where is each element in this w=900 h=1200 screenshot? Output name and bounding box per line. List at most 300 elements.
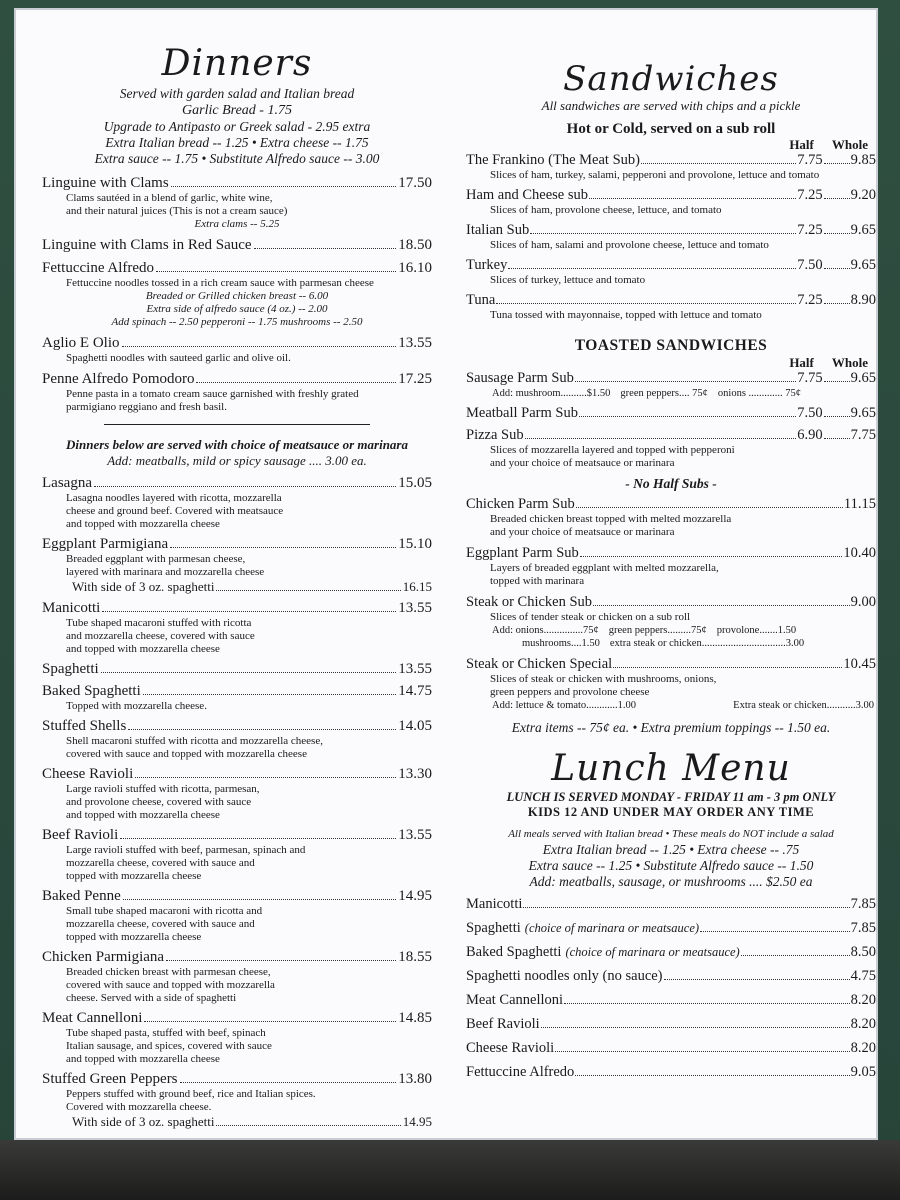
sandwich-desc: and your choice of meatsauce or marinara xyxy=(490,526,675,538)
item-row xyxy=(42,260,432,277)
dinners-section xyxy=(42,44,432,1135)
item-desc: and provolone cheese, covered with sauce xyxy=(66,796,252,808)
dinners-list-b xyxy=(42,475,432,1130)
item-row xyxy=(42,949,432,966)
intro-line: Extra Italian bread -- 1.25 • Extra cheese -- 1.75 xyxy=(105,135,369,150)
menu-item xyxy=(42,718,432,761)
sandwich-row xyxy=(466,427,876,444)
item-name: Stuffed Green Peppers xyxy=(42,1071,178,1087)
menu-item xyxy=(42,827,432,883)
lunch-item-price: 7.85 xyxy=(850,920,876,936)
intro-line: Garlic Bread - 1.75 xyxy=(182,103,292,118)
lunch-item-name: Spaghetti noodles only (no sauce) xyxy=(466,968,663,984)
full-only-list xyxy=(466,496,876,712)
item-price: 10.40 xyxy=(843,545,876,561)
item-name: With side of 3 oz. spaghetti xyxy=(72,1114,215,1129)
dot-leader xyxy=(94,486,396,487)
sandwich-row xyxy=(466,370,876,387)
item-desc: Tube shaped pasta, stuffed with beef, spinach xyxy=(66,1027,266,1039)
item-desc: Italian sausage, and spices, covered with sauce xyxy=(66,1040,272,1052)
item-row xyxy=(42,683,432,700)
lunch-item-price: 8.20 xyxy=(850,992,876,1008)
add-on: extra steak or chicken................................3.00 xyxy=(609,638,805,649)
sandwich-row xyxy=(466,222,876,239)
whole-price: 9.65 xyxy=(850,370,876,386)
menu-item xyxy=(42,766,432,822)
item-name: Linguine with Clams in Red Sauce xyxy=(42,237,252,253)
item-desc: Penne pasta in a tomato cream sauce garnished with freshly grated xyxy=(66,388,359,400)
dot-leader xyxy=(523,907,849,908)
half-price: 7.25 xyxy=(797,292,823,308)
item-row xyxy=(42,1010,432,1027)
add-on: Extra steak or chicken...........3.00 xyxy=(733,700,874,711)
item-row xyxy=(42,371,432,388)
dot-leader xyxy=(166,960,396,961)
item-price: 18.50 xyxy=(398,237,432,253)
add-on: Add: mushroom..........$1.50 xyxy=(492,388,611,399)
add-on: Add: lettuce & tomato............1.00 xyxy=(492,700,637,711)
dot-leader xyxy=(128,729,396,730)
lunch-item-name: Fettuccine Alfredo xyxy=(466,1064,575,1080)
item-price: 14.85 xyxy=(398,1010,432,1026)
menu-item xyxy=(42,949,432,1005)
lunch-item xyxy=(466,920,876,937)
lunch-kids: KIDS 12 AND UNDER MAY ORDER ANY TIME xyxy=(527,805,815,819)
item-price: 13.55 xyxy=(398,335,432,351)
dot-leader xyxy=(170,547,396,548)
sandwich-desc: Slices of steak or chicken with mushrooms, onions, xyxy=(490,673,717,685)
item-name: Steak or Chicken Sub xyxy=(466,594,593,610)
sandwiches-subtitle: All sandwiches are served with chips and a pickle xyxy=(541,98,801,113)
sandwich-row xyxy=(466,656,876,673)
lunch-note-1: All meals served with Italian bread • These meals do NOT include a salad xyxy=(508,828,834,840)
item-price: 14.05 xyxy=(398,718,432,734)
item-desc: Breaded eggplant with parmesan cheese, xyxy=(66,553,246,565)
dot-leader xyxy=(122,346,397,347)
item-desc: Topped with mozzarella cheese. xyxy=(66,700,207,712)
item-desc: and their natural juices (This is not a cream sauce) xyxy=(66,205,288,217)
lunch-note-3: Extra sauce -- 1.25 • Substitute Alfredo sauce -- 1.50 xyxy=(528,858,814,873)
add-on: mushrooms....1.50 xyxy=(522,638,600,649)
half-label-2: Half xyxy=(789,355,814,370)
sandwich-desc: Slices of ham, provolone cheese, lettuce, and tomato xyxy=(490,204,722,216)
menu-item xyxy=(42,1071,432,1130)
item-desc: and mozzarella cheese, covered with sauce xyxy=(66,630,255,642)
item-subrow xyxy=(42,1114,432,1130)
menu-item xyxy=(42,600,432,656)
dot-leader xyxy=(254,248,397,249)
choice-header: Dinners below are served with choice of meatsauce or marinara xyxy=(66,437,408,452)
dot-leader xyxy=(575,1075,849,1076)
lunch-item-price: 8.20 xyxy=(850,1016,876,1032)
dot-leader xyxy=(525,438,797,439)
dot-leader xyxy=(171,186,397,187)
sandwich-name: Pizza Sub xyxy=(466,427,524,443)
menu-item xyxy=(42,536,432,595)
item-desc: Lasagna noodles layered with ricotta, mozzarella xyxy=(66,492,282,504)
menu-item xyxy=(42,888,432,944)
item-desc: and topped with mozzarella cheese xyxy=(66,643,220,655)
dot-leader xyxy=(579,416,796,417)
item-name: Aglio E Olio xyxy=(42,335,120,351)
dot-leader xyxy=(741,955,850,956)
menu-item xyxy=(42,661,432,678)
lunch-item-name: Baked Spaghetti xyxy=(466,944,562,960)
lunch-item-note: (choice of marinara or meatsauce) xyxy=(524,921,700,935)
half-price: 7.50 xyxy=(797,405,823,421)
item-row xyxy=(42,600,432,617)
dot-leader xyxy=(143,694,397,695)
item-price: 16.15 xyxy=(402,579,432,594)
item-desc: and topped with mozzarella cheese xyxy=(66,809,220,821)
item-name: Manicotti xyxy=(42,600,101,616)
dot-leader xyxy=(156,271,396,272)
dot-leader xyxy=(593,605,850,606)
item-desc: Large ravioli stuffed with beef, parmesan, spinach and xyxy=(66,844,306,856)
dot-leader xyxy=(135,777,396,778)
item-price: 14.75 xyxy=(398,683,432,699)
item-desc: mozzarella cheese, covered with sauce and xyxy=(66,857,255,869)
intro-line: Upgrade to Antipasto or Greek salad - 2.95 extra xyxy=(103,119,371,134)
whole-price: 9.65 xyxy=(850,257,876,273)
item-price: 15.10 xyxy=(398,536,432,552)
dot-leader xyxy=(641,163,796,164)
intro-line: Extra sauce -- 1.75 • Substitute Alfredo sauce -- 3.00 xyxy=(94,151,380,166)
item-name: Baked Spaghetti xyxy=(42,683,141,699)
toasted-header: TOASTED SANDWICHES xyxy=(574,337,768,354)
item-desc: topped with mozzarella cheese xyxy=(66,870,202,882)
lunch-item xyxy=(466,944,876,961)
item-name: Fettuccine Alfredo xyxy=(42,260,155,276)
lunch-item xyxy=(466,968,876,985)
item-desc: topped with mozzarella cheese xyxy=(66,931,202,943)
sandwiches-title: Sandwiches xyxy=(563,59,779,99)
item-row xyxy=(42,475,432,492)
item-desc: Peppers stuffed with ground beef, rice and Italian spices. xyxy=(66,1088,316,1100)
lunch-item-price: 9.05 xyxy=(850,1064,876,1080)
menu-item xyxy=(42,335,432,365)
sandwich-name: Ham and Cheese sub xyxy=(466,187,589,203)
sandwich-item xyxy=(466,656,876,712)
sandwich-item xyxy=(466,545,876,588)
item-row xyxy=(42,536,432,553)
sandwich-desc: Slices of mozzarella layered and topped with pepperoni xyxy=(490,444,735,456)
whole-price: 7.75 xyxy=(850,427,876,443)
whole-price: 8.90 xyxy=(850,292,876,308)
item-row xyxy=(42,888,432,905)
item-name: Lasagna xyxy=(42,475,92,491)
lunch-list xyxy=(466,896,876,1081)
menu-item xyxy=(42,475,432,531)
dot-leader xyxy=(589,198,796,199)
item-name: Baked Penne xyxy=(42,888,121,904)
dot-leader xyxy=(824,233,850,234)
item-desc: mozzarella cheese, covered with sauce and xyxy=(66,918,255,930)
sandwich-row xyxy=(466,292,876,309)
dot-leader xyxy=(123,899,397,900)
item-row xyxy=(42,237,432,254)
item-price: 13.55 xyxy=(398,827,432,843)
extras-note: Extra items -- 75¢ ea. • Extra premium toppings -- 1.50 ea. xyxy=(511,720,831,735)
item-name: Meat Cannelloni xyxy=(42,1010,143,1026)
whole-price: 9.20 xyxy=(850,187,876,203)
sandwich-row xyxy=(466,187,876,204)
item-name: Penne Alfredo Pomodoro xyxy=(42,371,195,387)
add-on: green peppers.... 75¢ xyxy=(620,388,708,399)
dinners-intro xyxy=(42,86,432,167)
item-price: 13.55 xyxy=(398,661,432,677)
item-name: Beef Ravioli xyxy=(42,827,119,843)
half-price: 7.75 xyxy=(797,152,823,168)
sandwich-name: Meatball Parm Sub xyxy=(466,405,578,421)
item-note: Add spinach -- 2.50 pepperoni -- 1.75 mushrooms -- 2.50 xyxy=(111,316,363,328)
sandwich-item xyxy=(466,222,876,252)
half-price: 7.50 xyxy=(797,257,823,273)
whole-price: 9.65 xyxy=(850,222,876,238)
dot-leader xyxy=(541,1027,850,1028)
sandwich-item xyxy=(466,405,876,422)
dot-leader xyxy=(196,382,396,383)
half-price: 6.90 xyxy=(797,427,823,443)
item-row xyxy=(42,718,432,735)
sandwich-desc: Slices of ham, salami and provolone cheese, lettuce and tomato xyxy=(490,239,769,251)
lunch-item xyxy=(466,1016,876,1033)
sandwiches-section xyxy=(466,60,876,1088)
no-half-note: - No Half Subs - xyxy=(625,476,717,491)
item-desc: and topped with mozzarella cheese xyxy=(66,1053,220,1065)
sandwich-desc: Breaded chicken breast topped with melted mozzarella xyxy=(490,513,732,525)
lunch-item xyxy=(466,896,876,913)
dot-leader xyxy=(144,1021,396,1022)
sandwich-row xyxy=(466,152,876,169)
sandwich-name: Italian Sub xyxy=(466,222,530,238)
item-price: 16.10 xyxy=(398,260,432,276)
lunch-note-4: Add: meatballs, sausage, or mushrooms .... $2.50 ea xyxy=(529,874,813,889)
add-on: green peppers.........75¢ xyxy=(608,625,707,636)
add-ons-row xyxy=(466,624,876,637)
item-price: 13.80 xyxy=(398,1071,432,1087)
sandwich-item xyxy=(466,257,876,287)
dinners-title: Dinners xyxy=(161,43,313,84)
section-divider xyxy=(104,424,370,425)
sandwich-item xyxy=(466,187,876,217)
dot-leader xyxy=(580,556,843,557)
menu-page xyxy=(14,8,878,1140)
add-ons-row xyxy=(466,637,876,650)
item-desc: Shell macaroni stuffed with ricotta and mozzarella cheese, xyxy=(66,735,323,747)
item-row xyxy=(42,766,432,783)
lunch-item-price: 8.50 xyxy=(850,944,876,960)
menu-item xyxy=(42,237,432,254)
dot-leader xyxy=(102,611,396,612)
lunch-item-price: 4.75 xyxy=(850,968,876,984)
item-name: Eggplant Parm Sub xyxy=(466,545,579,561)
half-price: 7.75 xyxy=(797,370,823,386)
sandwich-desc: Slices of tender steak or chicken on a sub roll xyxy=(490,611,691,623)
item-desc: cheese and ground beef. Covered with meatsauce xyxy=(66,505,284,517)
dot-leader xyxy=(496,303,796,304)
lunch-item-price: 8.20 xyxy=(850,1040,876,1056)
dot-leader xyxy=(824,163,850,164)
toasted-list xyxy=(466,370,876,470)
item-desc: Spaghetti noodles with sauteed garlic and olive oil. xyxy=(66,352,291,364)
sandwich-item xyxy=(466,594,876,650)
item-price: 9.00 xyxy=(850,594,876,610)
lunch-item-name: Manicotti xyxy=(466,896,523,912)
lunch-note-2: Extra Italian bread -- 1.25 • Extra cheese -- .75 xyxy=(542,842,800,857)
item-price: 11.15 xyxy=(843,496,876,512)
menu-item xyxy=(42,683,432,713)
sandwich-item xyxy=(466,496,876,539)
dot-leader xyxy=(575,381,796,382)
dot-leader xyxy=(824,438,850,439)
add-ons-row xyxy=(466,699,876,712)
item-name: Cheese Ravioli xyxy=(42,766,134,782)
item-desc: covered with sauce and topped with mozzarella cheese xyxy=(66,748,307,760)
item-name: Steak or Chicken Special xyxy=(466,656,613,672)
item-desc: Tube shaped macaroni stuffed with ricotta xyxy=(66,617,252,629)
item-desc: covered with sauce and topped with mozzarella xyxy=(66,979,275,991)
lunch-item xyxy=(466,1040,876,1057)
sandwich-desc: green peppers and provolone cheese xyxy=(490,686,650,698)
item-desc: Fettuccine noodles tossed in a rich cream sauce with parmesan cheese xyxy=(66,277,374,289)
dot-leader xyxy=(613,667,842,668)
item-name: Eggplant Parmigiana xyxy=(42,536,169,552)
dot-leader xyxy=(576,507,843,508)
half-label: Half xyxy=(789,137,814,152)
item-price: 14.95 xyxy=(402,1114,432,1129)
sandwich-desc: Slices of turkey, lettuce and tomato xyxy=(490,274,646,286)
item-desc: Small tube shaped macaroni with ricotta and xyxy=(66,905,263,917)
sandwich-desc: Slices of ham, turkey, salami, pepperoni and provolone, lettuce and tomato xyxy=(490,169,820,181)
item-desc: Covered with mozzarella cheese. xyxy=(66,1101,212,1113)
item-note: Extra side of alfredo sauce (4 oz.) -- 2.00 xyxy=(146,303,328,315)
item-price: 17.50 xyxy=(398,175,432,191)
whole-price: 9.85 xyxy=(850,152,876,168)
sandwich-row xyxy=(466,257,876,274)
sandwich-item xyxy=(466,292,876,322)
item-desc: Clams sautéed in a blend of garlic, white wine, xyxy=(66,192,273,204)
menu-item xyxy=(42,1010,432,1066)
item-name: Linguine with Clams xyxy=(42,175,169,191)
choice-add: Add: meatballs, mild or spicy sausage .... 3.00 ea. xyxy=(107,453,367,468)
dot-leader xyxy=(824,198,850,199)
item-desc: Breaded chicken breast with parmesan cheese, xyxy=(66,966,271,978)
item-name: With side of 3 oz. spaghetti xyxy=(72,579,215,594)
dot-leader xyxy=(664,979,850,980)
whole-label-2: Whole xyxy=(831,355,868,370)
intro-line: Served with garden salad and Italian bread xyxy=(119,86,355,101)
sandwich-desc: and your choice of meatsauce or marinara xyxy=(490,457,675,469)
item-note: Breaded or Grilled chicken breast -- 6.00 xyxy=(145,290,329,302)
item-price: 14.95 xyxy=(398,888,432,904)
item-price: 10.45 xyxy=(843,656,876,672)
lunch-title: Lunch Menu xyxy=(551,748,791,789)
half-whole-header xyxy=(466,138,876,152)
item-desc: layered with marinara and mozzarella cheese xyxy=(66,566,265,578)
half-whole-header-2 xyxy=(466,356,876,370)
dot-leader xyxy=(824,303,850,304)
sandwich-desc: topped with marinara xyxy=(490,575,585,587)
dot-leader xyxy=(564,1003,850,1004)
item-price: 18.55 xyxy=(398,949,432,965)
table-edge xyxy=(0,1140,900,1200)
whole-label: Whole xyxy=(831,137,868,152)
dot-leader xyxy=(824,381,850,382)
item-price: 17.25 xyxy=(398,371,432,387)
item-row xyxy=(42,661,432,678)
dot-leader xyxy=(700,931,850,932)
sandwich-name: Turkey xyxy=(466,257,508,273)
dot-leader xyxy=(824,416,850,417)
dot-leader xyxy=(530,233,796,234)
sandwich-desc: Tuna tossed with mayonnaise, topped with lettuce and tomato xyxy=(490,309,762,321)
sandwich-row xyxy=(466,405,876,422)
lunch-item-note: (choice of marinara or meatsauce) xyxy=(565,945,740,959)
lunch-hours: LUNCH IS SERVED MONDAY - FRIDAY 11 am - 3 pm ONLY xyxy=(506,790,836,804)
sandwich-name: The Frankino (The Meat Sub) xyxy=(466,152,640,168)
item-price: 15.05 xyxy=(398,475,432,491)
lunch-item-name: Beef Ravioli xyxy=(466,1016,540,1032)
dinners-list-a xyxy=(42,175,432,414)
lunch-item xyxy=(466,992,876,1009)
half-price: 7.25 xyxy=(797,222,823,238)
item-name: Chicken Parm Sub xyxy=(466,496,575,512)
item-name: Chicken Parmigiana xyxy=(42,949,165,965)
dot-leader xyxy=(555,1051,849,1052)
add-on: onions ............. 75¢ xyxy=(717,388,802,399)
lunch-item-name: Spaghetti xyxy=(466,920,521,936)
half-price: 7.25 xyxy=(797,187,823,203)
sandwich-item xyxy=(466,370,876,400)
add-on: provolone.......1.50 xyxy=(716,625,797,636)
item-note: Extra clams -- 5.25 xyxy=(194,218,280,230)
item-row xyxy=(42,827,432,844)
item-price: 13.55 xyxy=(398,600,432,616)
whole-price: 9.65 xyxy=(850,405,876,421)
item-price: 13.30 xyxy=(398,766,432,782)
dot-leader xyxy=(120,838,396,839)
lunch-item xyxy=(466,1064,876,1081)
item-name: Spaghetti xyxy=(42,661,99,677)
dot-leader xyxy=(180,1082,397,1083)
dot-leader xyxy=(508,268,796,269)
item-desc: parmigiano reggiano and fresh basil. xyxy=(66,401,227,413)
lunch-item-name: Meat Cannelloni xyxy=(466,992,564,1008)
item-name: Stuffed Shells xyxy=(42,718,127,734)
add-ons-row xyxy=(466,387,876,400)
sandwich-item xyxy=(466,152,876,182)
sandwich-desc: Layers of breaded eggplant with melted mozzarella, xyxy=(490,562,719,574)
sandwich-item xyxy=(466,427,876,470)
sandwich-row xyxy=(466,496,876,513)
item-desc: cheese. Served with a side of spaghetti xyxy=(66,992,237,1004)
sandwich-name: Tuna xyxy=(466,292,496,308)
dot-leader xyxy=(216,1125,400,1126)
menu-item xyxy=(42,371,432,414)
menu-item xyxy=(42,175,432,231)
dot-leader xyxy=(824,268,850,269)
dot-leader xyxy=(216,590,400,591)
item-desc: and topped with mozzarella cheese xyxy=(66,518,220,530)
sandwich-row xyxy=(466,594,876,611)
item-row xyxy=(42,1071,432,1088)
item-desc: Large ravioli stuffed with ricotta, parmesan, xyxy=(66,783,260,795)
hot-cold-header: Hot or Cold, served on a sub roll xyxy=(566,121,776,137)
item-subrow xyxy=(42,579,432,595)
dot-leader xyxy=(101,672,397,673)
menu-item xyxy=(42,260,432,329)
